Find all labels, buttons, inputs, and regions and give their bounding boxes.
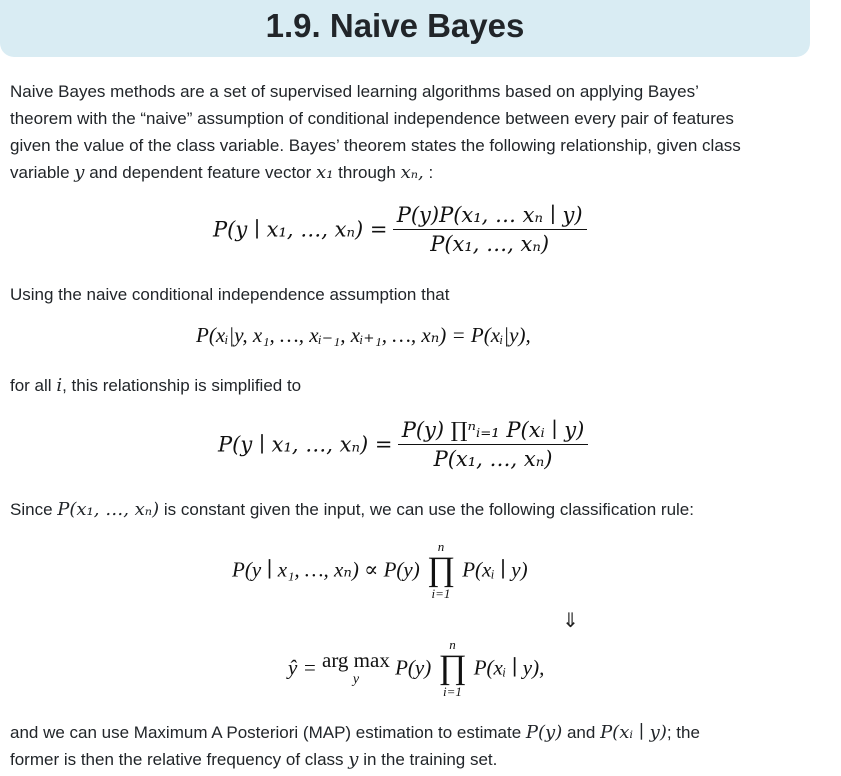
eq5-product [438,638,466,698]
map-paragraph [10,719,800,773]
intro-paragraph [10,78,800,186]
math-xn: xₙ, [400,162,424,183]
eq1-lhs: P(y ∣ x₁, …, xₙ) = [213,217,388,242]
eq3-denominator: P(x₁, …, xₙ) [433,447,553,471]
map-line-1-a: and we can use Maximum A Posteriori (MAP) estimation to estimate [10,723,522,742]
eq4-prod-sup: n [437,539,445,554]
eq5-prod-sup: n [449,637,456,652]
eq3-fraction [398,418,589,471]
map-line-2 [10,746,800,773]
eq5-py: P(y) [395,655,432,680]
product-icon: ∏ [426,551,455,588]
equation-naive-assumption: P(xᵢ|y, x₁, …, xᵢ₋₁, xᵢ₊₁, …, xₙ) = P(xᵢ|y), [196,323,531,347]
eq4-lhs: P(y ∣ x₁, …, xₙ) ∝ P(y) [232,557,420,582]
map-line-2-a: former is then the relative frequency of class [10,750,344,769]
product-icon: ∏ [438,649,467,686]
equation-argmax [288,638,544,698]
since-text-b: is constant given the input, we can use the following classification rule: [163,500,694,519]
page-title: 1.9. Naive Bayes [265,7,525,44]
intro-line-2: theorem with the “naive” assumption of conditional independence between every pair of features [10,109,734,128]
eq1-fraction [393,203,587,256]
math-pxiy: P(xᵢ ∣ y) [600,722,667,743]
intro-line-3: given the value of the class variable. Bayes’ theorem states the following relationship, given class [10,136,741,155]
title-bar [0,0,810,57]
eq5-rhs: P(xᵢ ∣ y), [473,655,545,680]
forall-text-a: for all [10,376,52,395]
map-line-1-b: and [566,723,596,742]
intro-line-4-d: : [428,163,434,182]
eq3-lhs: P(y ∣ x₁, …, xₙ) = [218,432,393,457]
eq4-product [427,540,455,600]
eq1-denominator: P(x₁, …, xₙ) [430,232,550,256]
equation-bayes [213,203,587,256]
intro-line-4 [10,159,800,186]
intro-line-1: Naive Bayes methods are a set of supervised learning algorithms based on applying Bayes’ [10,82,699,101]
intro-line-4-b: and dependent feature vector [89,163,312,182]
since-text-a: Since [10,500,53,519]
eq5-prod-sub: i=1 [443,684,462,699]
since-text [10,496,800,523]
map-line-2-b: in the training set. [363,750,498,769]
eq4-rhs: P(xᵢ ∣ y) [462,557,528,582]
math-py: P(y) [525,722,563,743]
equation-proportional [232,540,528,600]
eq1-numerator: P(y)P(x₁, … xₙ ∣ y) [393,203,587,230]
intro-line-4-a: variable [10,163,70,182]
eq4-prod-sub: i=1 [431,586,451,601]
math-i: i [56,375,63,396]
intro-line-4-c: through [338,163,396,182]
math-px1n: P(x₁, …, xₙ) [57,499,160,520]
eq5-lhs: ŷ = [288,655,322,680]
map-line-1-c: ; the [666,723,700,742]
argmax-sub: y [352,671,360,687]
argmax-op: arg max [322,647,390,672]
eq3-numerator: P(y) ∏ⁿᵢ₌₁ P(xᵢ ∣ y) [398,418,589,445]
forall-text [10,372,800,399]
math-y-class: y [348,749,359,770]
math-y: y [74,162,85,183]
map-line-1 [10,719,800,746]
math-x1: x₁ [316,162,334,183]
naive-text: Using the naive conditional independence assumption that [10,285,450,304]
implies-arrow-icon: ⇓ [562,608,579,632]
argmax-operator [322,647,390,687]
forall-text-b: , this relationship is simplified to [62,376,302,395]
equation-simplified [218,418,588,471]
